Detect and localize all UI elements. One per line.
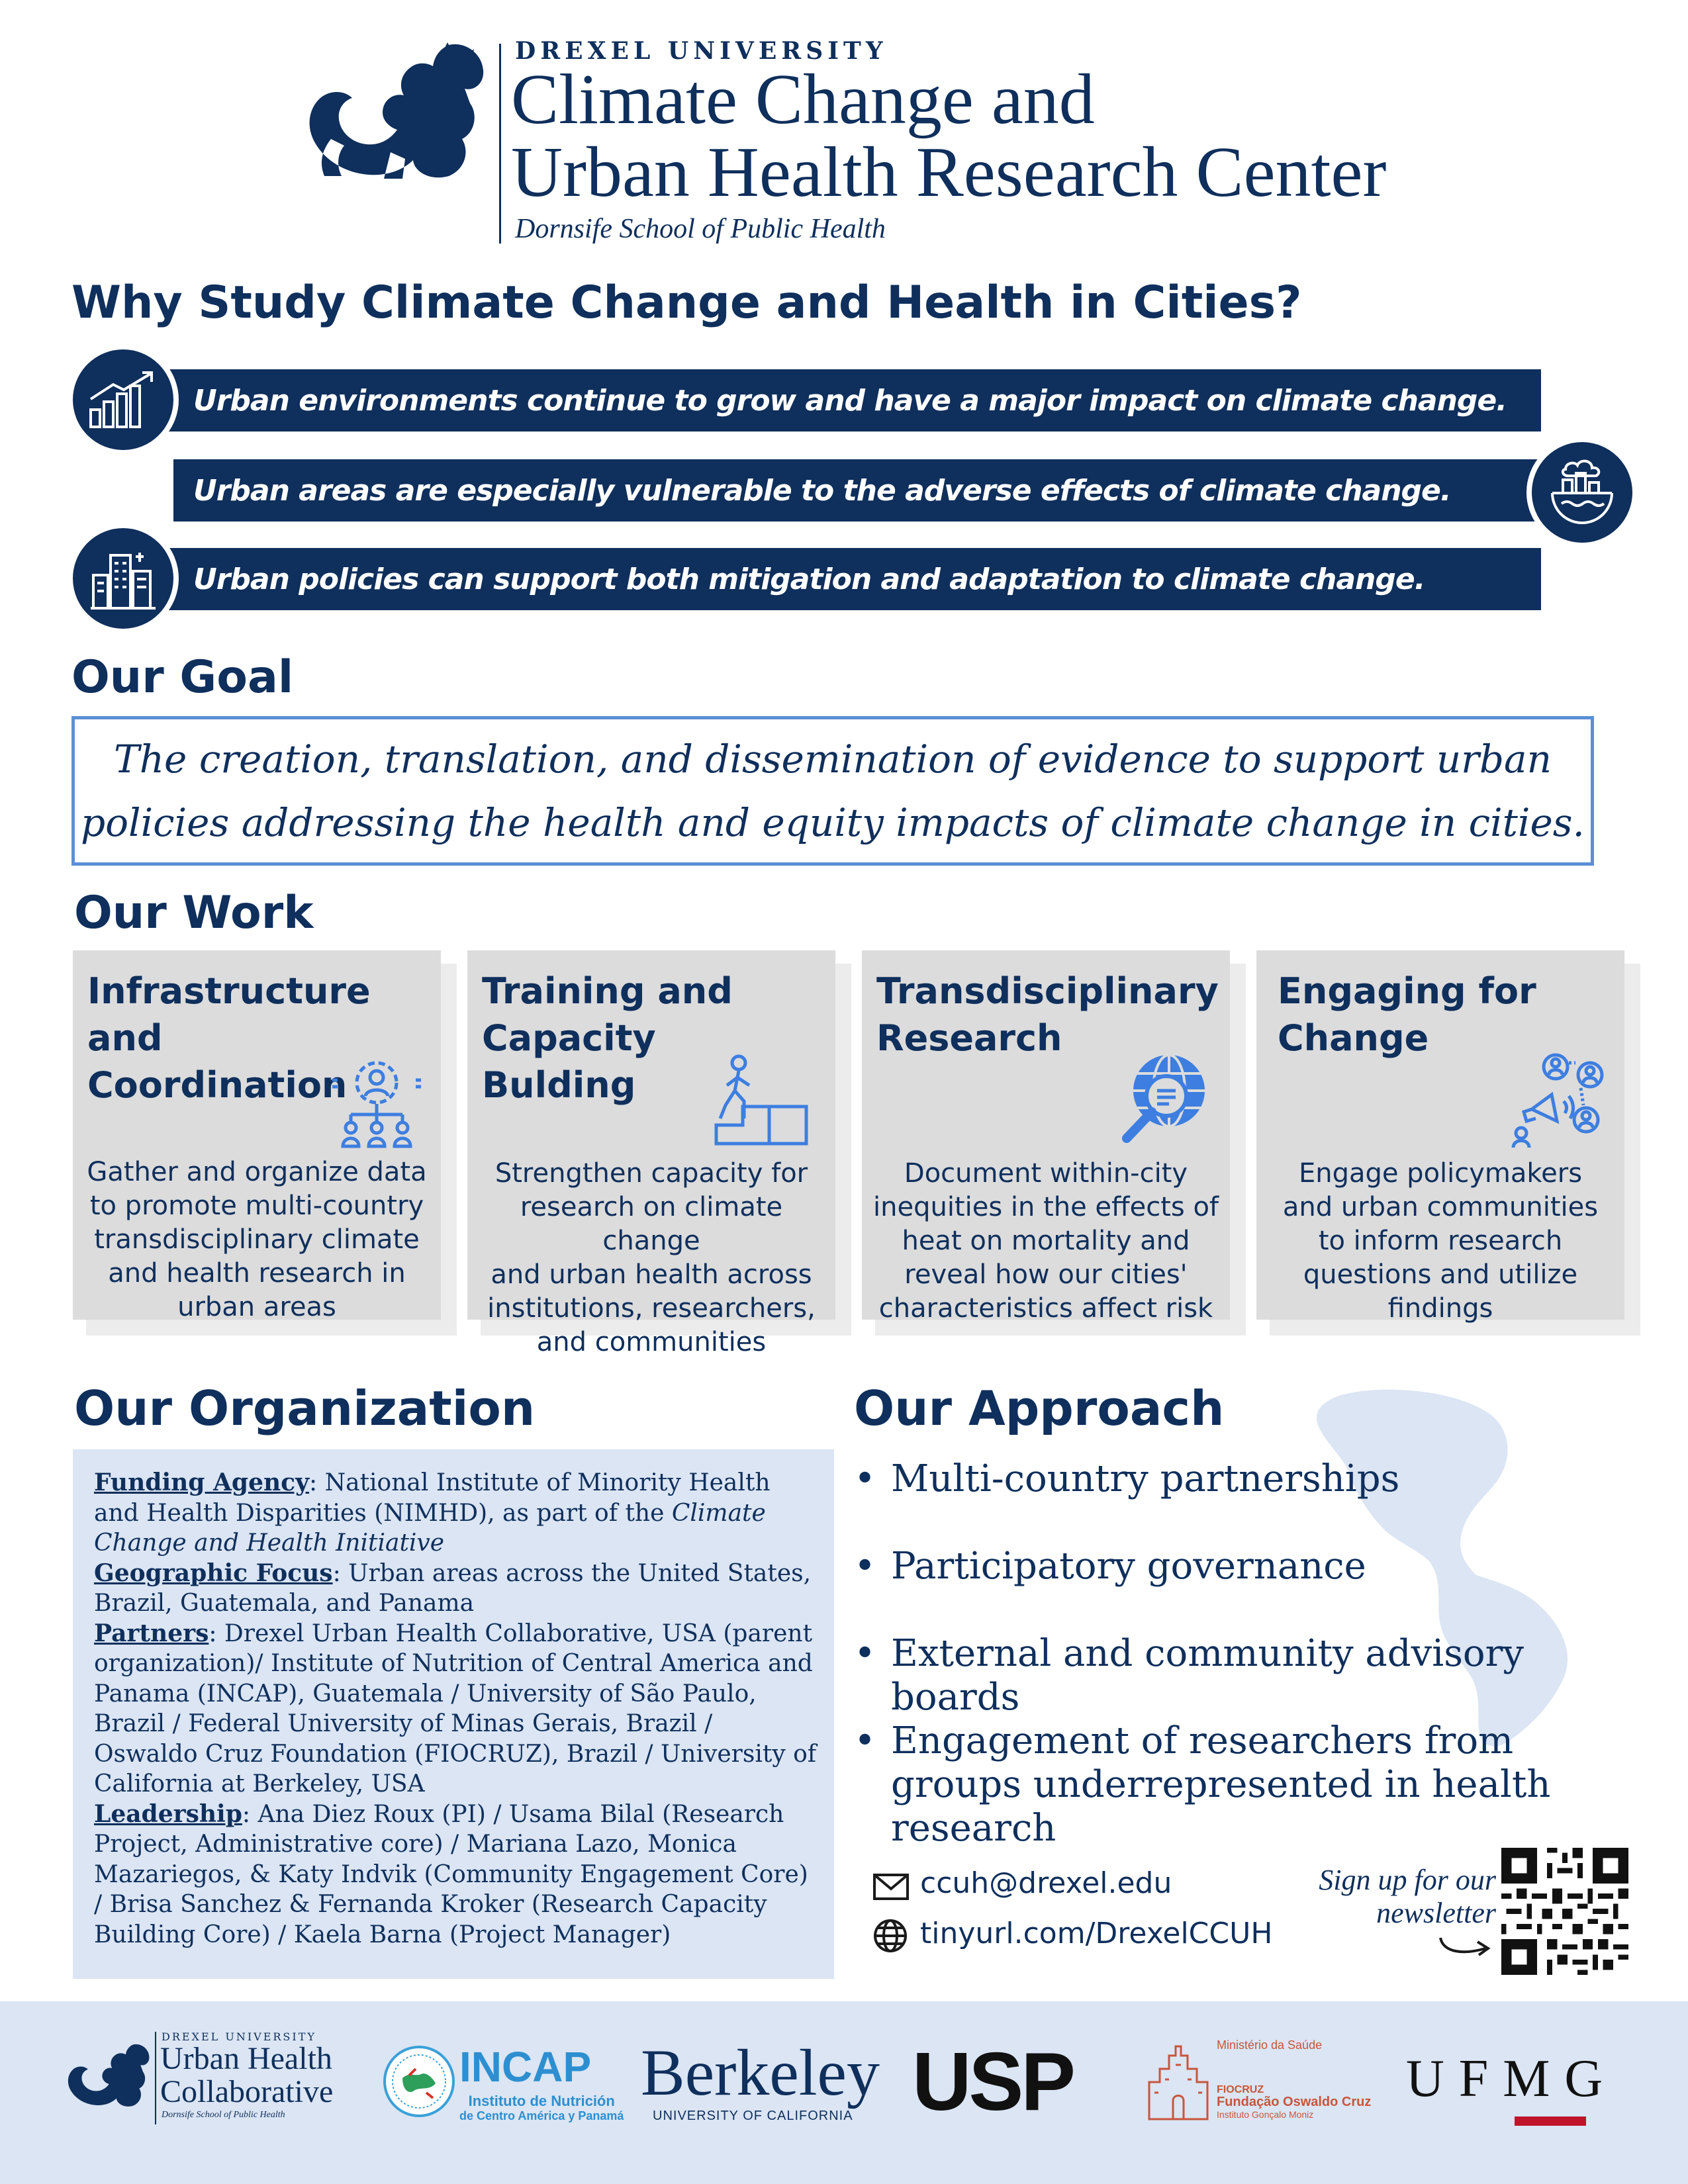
- usp-logo-text: USP: [912, 2036, 1073, 2128]
- work-card-text-line: Gather and organize data: [87, 1157, 427, 1187]
- header-divider: [499, 44, 501, 244]
- fiocruz-ministry: Ministério da Saúde: [1217, 2038, 1323, 2052]
- work-card-text-line: and health research in: [108, 1258, 406, 1289]
- why-bar-1: [119, 369, 1541, 432]
- signup-line-1: Sign up for our: [1319, 1864, 1496, 1896]
- contact-email[interactable]: ccuh@drexel.edu: [920, 1866, 1172, 1900]
- incap-emblem-logo: [383, 2045, 455, 2118]
- uhc-university: DREXEL UNIVERSITY: [162, 2030, 316, 2043]
- work-card-text-line: reveal how our cities': [904, 1259, 1188, 1290]
- approach-heading: Our Approach: [854, 1381, 1225, 1436]
- work-card-engaging: [1256, 950, 1624, 1324]
- globe-magnifier-icon: [1115, 1048, 1214, 1148]
- geo-text: : Urban areas across the United States, Brazil, Guatemala, and Panama: [94, 1559, 812, 1617]
- uhc-dragon-logo: [60, 2040, 152, 2113]
- work-card-title-line: Bulding: [482, 1064, 636, 1106]
- why-item-1: Urban environments continue to grow and have a major impact on climate change.: [193, 383, 1507, 418]
- organization-heading: Our Organization: [74, 1381, 536, 1436]
- work-card-text-line: to promote multi-country: [89, 1191, 424, 1221]
- partners-text: : Drexel Urban Health Collaborative, USA (parent organization)/ Institute of Nutrition of Central America and Panama (INCAP), Guatemala / University of São Paulo, Brazil / Federal University of Minas Gerais, Brazil / Oswaldo Cruz Foundation (FIOCRUZ), Brazil / University of California at Berkeley, USA: [94, 1619, 817, 1797]
- mail-icon: [872, 1873, 910, 1901]
- leadership-label: Leadership: [94, 1799, 242, 1828]
- newsletter-signup: [1271, 1864, 1496, 1930]
- work-card-text-line: and communities: [536, 1327, 767, 1357]
- funding-label: Funding Agency: [94, 1469, 310, 1496]
- fiocruz-text: FIOCRUZ Fundação Oswaldo Cruz Instituto Gonçalo Moniz: [1217, 2084, 1372, 2120]
- funding-initiative: Climate Change and Health Initiative: [94, 1499, 766, 1557]
- ufmg-red-bar: [1515, 2116, 1586, 2126]
- work-card-text-line: and urban health across: [491, 1259, 812, 1290]
- work-card-title-line: Training and: [482, 970, 733, 1012]
- contact-website[interactable]: tinyurl.com/DrexelCCUH: [920, 1917, 1273, 1950]
- work-card-title-line: Research: [876, 1017, 1062, 1059]
- work-card-text-line: transdisciplinary climate: [94, 1224, 420, 1255]
- work-card-text-line: urban areas: [177, 1292, 336, 1322]
- university-name: DREXEL UNIVERSITY: [515, 37, 888, 65]
- berkeley-logo-text: Berkeley: [641, 2036, 880, 2109]
- work-card-training: [467, 950, 835, 1357]
- ufmg-logo-text: UFMG: [1406, 2050, 1618, 2108]
- uhc-school: Dornsife School of Public Health: [162, 2110, 285, 2120]
- incap-subtitle: Instituto de Nutrición de Centro América y Panamá: [459, 2093, 624, 2122]
- work-card-title-line: Engaging for: [1278, 970, 1536, 1012]
- center-title-line2: Urban Health Research Center: [511, 133, 1387, 212]
- work-card-text-line: and urban communities: [1282, 1192, 1599, 1222]
- goal-heading: Our Goal: [71, 651, 294, 704]
- goal-line-1: The creation, translation, and dissemination of evidence to support urban: [114, 737, 1552, 782]
- city-buildings-icon: [68, 523, 179, 634]
- organization-text: [94, 1468, 822, 1950]
- globe-icon: [872, 1918, 908, 1954]
- work-card-text-line: Engage policymakers: [1298, 1158, 1583, 1189]
- signup-line-2: newsletter: [1376, 1897, 1496, 1929]
- work-card-text-line: institutions, researchers,: [487, 1293, 816, 1324]
- curved-arrow-icon: [1436, 1933, 1496, 1959]
- organization-box: [73, 1449, 834, 1979]
- work-card-text-line: Document within-city: [904, 1158, 1188, 1189]
- work-card-text-line: research on climate change: [520, 1192, 783, 1256]
- goal-line-2: policies addressing the health and equity impacts of climate change in cities.: [81, 800, 1585, 845]
- flooded-earth-icon: [1526, 437, 1638, 548]
- drexel-dragon-logo: [291, 40, 490, 185]
- work-heading: Our Work: [74, 887, 314, 939]
- partners-label: Partners: [94, 1619, 209, 1647]
- growth-chart-icon: [68, 344, 179, 455]
- leadership-text: : Ana Diez Roux (PI) / Usama Bilal (Research Project, Administrative core) / Mariana Lazo, Monica Mazariegos, & Katy Indvik (Community Engagement Core) / Brisa Sanchez & Fernanda Kroker (Research Capacity Building Core) / Kaela Barna (Project Manager): [94, 1800, 808, 1948]
- work-card-text-line: to inform research: [1318, 1226, 1563, 1256]
- funding-text: : National Institute of Minority Health and Health Disparities (NIMHD), as part of the: [94, 1469, 771, 1527]
- work-card-text-line: characteristics affect risk: [878, 1293, 1213, 1324]
- center-title-line1: Climate Change and: [511, 60, 1095, 139]
- work-card-text-line: questions and utilize: [1303, 1259, 1578, 1290]
- geo-label: Geographic Focus: [94, 1559, 333, 1587]
- stairs-climb-icon: [712, 1050, 812, 1149]
- school-name: Dornsife School of Public Health: [515, 214, 886, 244]
- team-gear-icon: [327, 1050, 426, 1149]
- why-item-3: Urban policies can support both mitigation and adaptation to climate change.: [193, 562, 1425, 596]
- fiocruz-castle-logo: [1145, 2042, 1211, 2122]
- why-bar-2: [173, 459, 1590, 522]
- work-card-title-line: Change: [1278, 1017, 1429, 1059]
- why-bar-3: [119, 548, 1541, 610]
- why-heading: Why Study Climate Change and Health in Cities?: [71, 277, 1302, 329]
- newsletter-qr-code[interactable]: [1501, 1848, 1628, 1975]
- center-title: [511, 60, 1387, 212]
- work-card-title-line: Transdisciplinary: [876, 970, 1219, 1012]
- incap-name: INCAP: [459, 2043, 592, 2091]
- why-item-2: Urban areas are especially vulnerable to the adverse effects of climate change.: [193, 473, 1451, 508]
- work-card-title-line: Coordination: [87, 1064, 348, 1106]
- work-card-title-line: Infrastructure and: [87, 970, 371, 1059]
- work-card-research: [862, 950, 1230, 1324]
- goal-statement-box: [71, 716, 1594, 866]
- work-card-text-line: findings: [1387, 1293, 1493, 1324]
- work-card-text-line: heat on mortality and: [902, 1226, 1190, 1256]
- work-card-infrastructure: [73, 950, 441, 1320]
- work-card-text-line: inequities in the effects of: [873, 1192, 1219, 1222]
- work-card-title-line: Capacity: [482, 1017, 656, 1059]
- uhc-logo-text: Urban Health Collaborative: [160, 2041, 334, 2109]
- work-card-text-line: Strengthen capacity for: [494, 1158, 808, 1189]
- berkeley-subtitle: UNIVERSITY OF CALIFORNIA: [653, 2109, 853, 2123]
- megaphone-people-icon: [1508, 1048, 1607, 1148]
